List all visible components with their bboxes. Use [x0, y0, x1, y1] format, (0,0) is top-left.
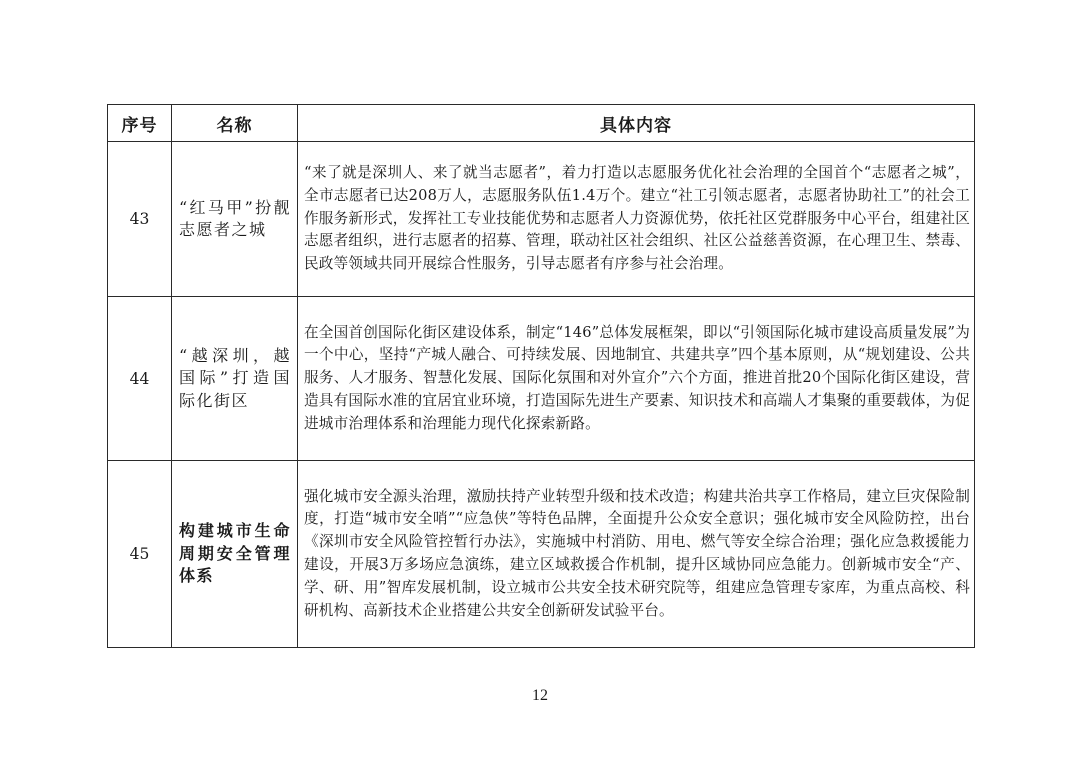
- policy-table: [107, 104, 975, 648]
- row-name: “越深圳，越国际”打造国际化街区: [172, 297, 298, 461]
- row-number: 44: [108, 297, 172, 461]
- header-name: 名称: [172, 105, 298, 142]
- table-row: [108, 297, 975, 461]
- header-content: 具体内容: [298, 105, 975, 142]
- page-number: 12: [532, 687, 548, 704]
- row-name: 构建城市生命周期安全管理体系: [172, 461, 298, 648]
- header-number: 序号: [108, 105, 172, 142]
- table-row: [108, 461, 975, 648]
- row-content: 强化城市安全源头治理，激励扶持产业转型升级和技术改造；构建共治共享工作格局，建立巨灾保险制度，打造“城市安全哨”“应急侠”等特色品牌，全面提升公众安全意识；强化城市安全风险防控，出台《深圳市安全风险管控暂行办法》，实施城中村消防、用电、燃气等安全综合治理；强化应急救援能力建设，开展3万多场应急演练，建立区域救援合作机制，提升区域协同应急能力。创新城市安全“产、学、研、用”智库发展机制，设立城市公共安全技术研究院等，组建应急管理专家库，为重点高校、科研机构、高新技术企业搭建公共安全创新研发试验平台。: [298, 461, 975, 648]
- row-name: “红马甲”扮靓志愿者之城: [172, 142, 298, 297]
- row-number: 45: [108, 461, 172, 648]
- row-number: 43: [108, 142, 172, 297]
- table-row: [108, 142, 975, 297]
- table-header-row: [108, 105, 975, 142]
- row-content: 在全国首创国际化街区建设体系，制定“146”总体发展框架，即以“引领国际化城市建设高质量发展”为一个中心，坚持“产城人融合、可持续发展、因地制宜、共建共享”四个基本原则，从“规划建设、公共服务、人才服务、智慧化发展、国际化氛围和对外宣介”六个方面，推进首批20个国际化街区建设，营造具有国际水准的宜居宜业环境，打造国际先进生产要素、知识技术和高端人才集聚的重要载体，为促进城市治理体系和治理能力现代化探索新路。: [298, 297, 975, 461]
- row-content: “来了就是深圳人、来了就当志愿者”，着力打造以志愿服务优化社会治理的全国首个“志愿者之城”，全市志愿者已达208万人，志愿服务队伍1.4万个。建立“社工引领志愿者，志愿者协助社工”的社会工作服务新形式，发挥社工专业技能优势和志愿者人力资源优势，依托社区党群服务中心平台，组建社区志愿者组织，进行志愿者的招募、管理，联动社区社会组织、社区公益慈善资源，在心理卫生、禁毒、民政等领域共同开展综合性服务，引导志愿者有序参与社会治理。: [298, 142, 975, 297]
